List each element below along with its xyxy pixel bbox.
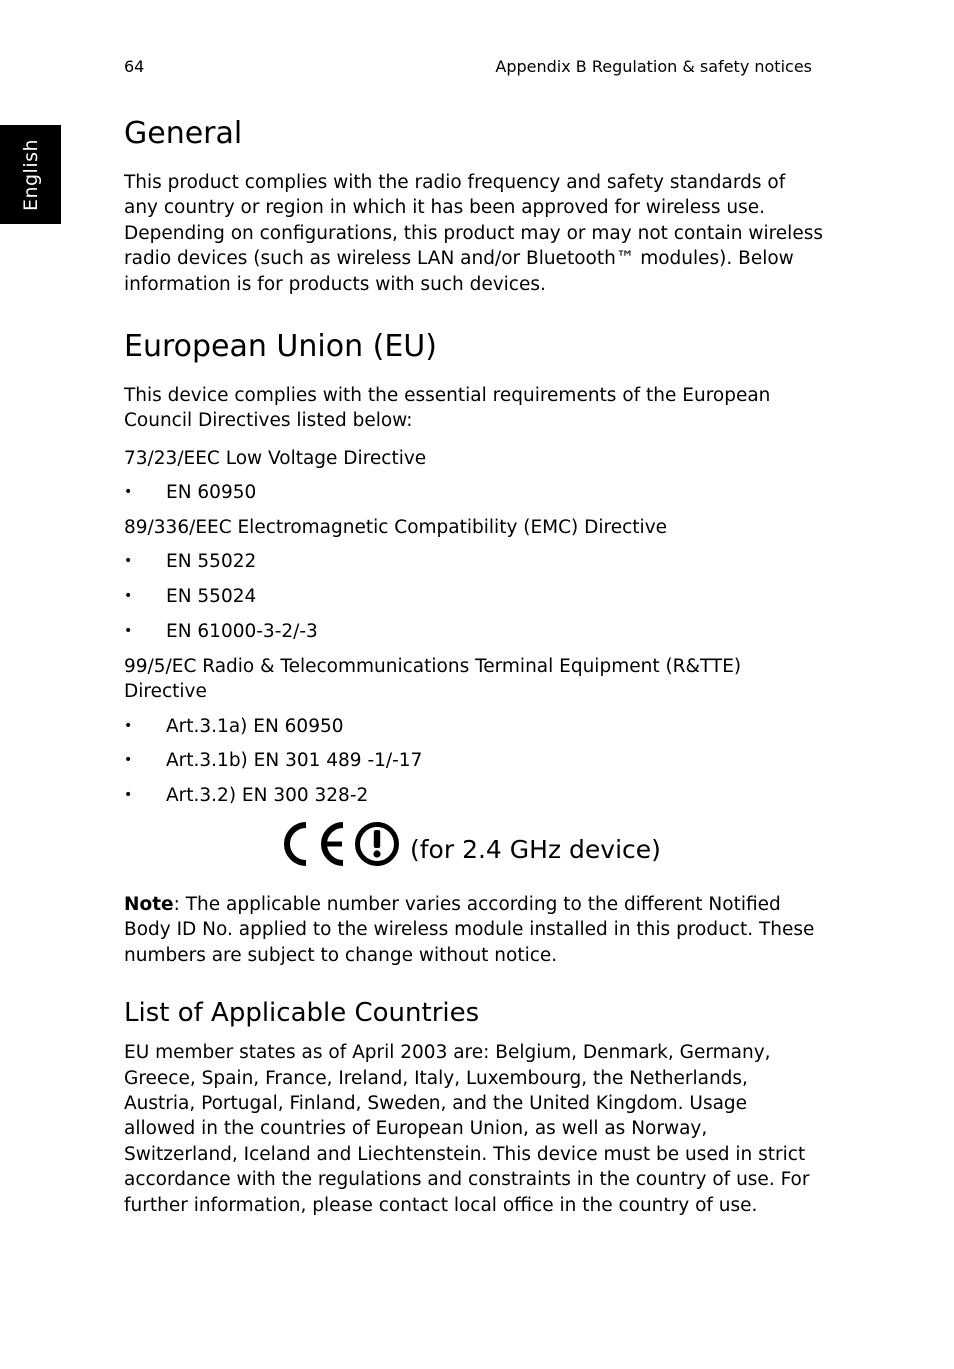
general-heading: General	[124, 116, 243, 151]
countries-heading: List of Applicable Countries	[124, 998, 480, 1029]
running-head: Appendix B Regulation & safety notices	[495, 57, 812, 76]
directive-item: • EN 60950	[124, 480, 824, 505]
directive-item: • Art.3.1a) EN 60950	[124, 714, 824, 739]
directive-item: • EN 55022	[124, 549, 824, 574]
page-number: 64	[124, 57, 145, 76]
note-label: Note	[124, 894, 174, 916]
ce-caption: (for 2.4 GHz device)	[410, 834, 661, 864]
alert-circle-icon	[354, 821, 400, 867]
directive-title: 73/23/EEC Low Voltage Directive	[124, 447, 427, 469]
countries-paragraph: EU member states as of April 2003 are: Belgium, Denmark, Germany, Greece, Spain, France, Ireland, Italy, Luxembourg, the Netherlands, Austria, Portugal, Finland, Sweden, and the United Kingdom. Usage allowed in the countries of European Union, as well as Norway, Switzerland, Iceland and Liechtenstein. This device must be used in strict accordance with the regulations and constraints in the country of use. For further information, please contact local office in the country of use.	[124, 1042, 810, 1216]
directive-items	[124, 549, 824, 644]
eu-intro: This device complies with the essential requirements of the European Council Directives listed below:	[124, 385, 771, 432]
directive-title: 99/5/EC Radio & Telecommunications Terminal Equipment (R&TTE) Directive	[124, 655, 742, 703]
eu-heading: European Union (EU)	[124, 329, 437, 365]
note-text: : The applicable number varies according to the different Notified Body ID No. applied to the wireless module installed in this product. These numbers are subject to change without notice.	[124, 894, 815, 966]
language-tab	[0, 125, 61, 224]
page-content	[124, 112, 824, 1218]
general-paragraph: This product complies with the radio frequency and safety standards of any country or region in which it has been approved for wireless use. Depending on configurations, this product may or may not contain wireless radio devices (such as wireless LAN and/or Bluetooth™ modules). Below information is for products with such devices.	[124, 172, 823, 295]
directive-title: 89/336/EEC Electromagnetic Compatibility (EMC) Directive	[124, 517, 668, 539]
directive-item: • Art.3.1b) EN 301 489 -1/-17	[124, 748, 824, 773]
directive-item: • Art.3.2) EN 300 328-2	[124, 783, 824, 808]
directive-items	[124, 480, 824, 505]
directive-item: • EN 55024	[124, 584, 824, 609]
ce-marking	[276, 818, 824, 870]
language-tab-label: English	[19, 138, 42, 211]
directive-items	[124, 714, 824, 809]
ce-mark-icon	[276, 819, 348, 869]
note-paragraph	[124, 892, 824, 968]
directive-item: • EN 61000-3-2/-3	[124, 619, 824, 644]
